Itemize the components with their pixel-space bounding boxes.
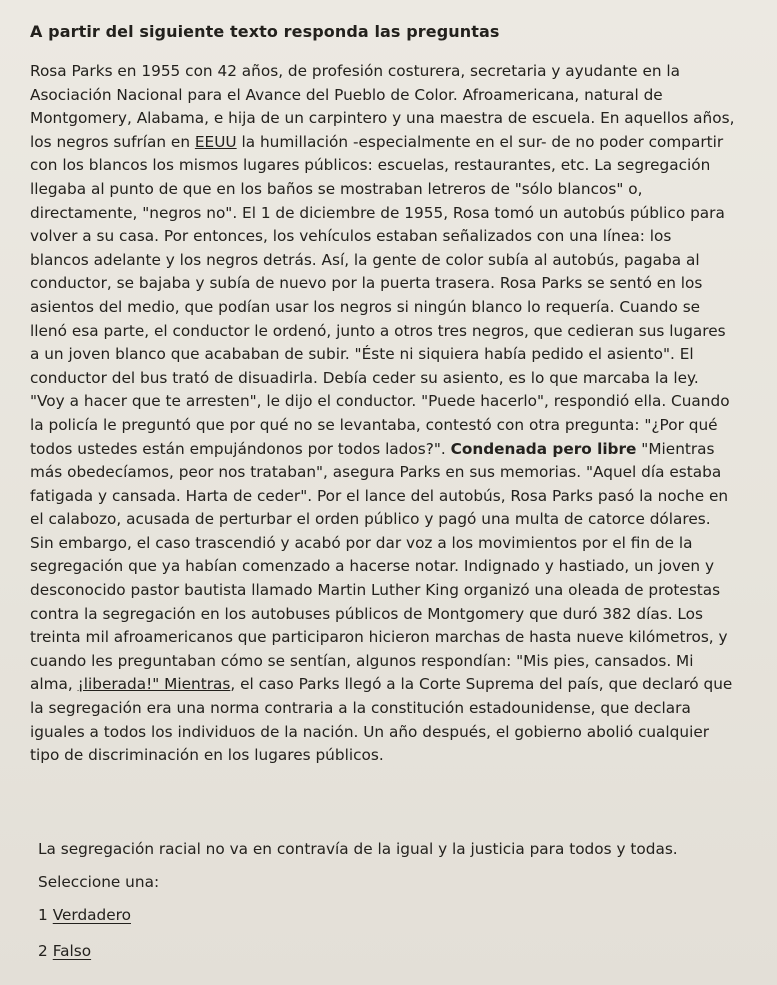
passage-text: alma, bbox=[30, 675, 78, 694]
passage-text: , el caso Parks llegó a la Corte Suprema del país, que declaró que bbox=[230, 675, 733, 694]
question-statement: La segregación racial no va en contravía de la igual y la justicia para todos y todas. bbox=[38, 840, 678, 858]
passage-line: desconocido pastor bautista llamado Martin Luther King organizó una oleada de protestas bbox=[30, 581, 721, 600]
passage-text: la humillación -especialmente en el sur- de no poder compartir bbox=[236, 132, 724, 151]
passage-line: más obedecíamos, peor nos trataban", asegura Parks en sus memorias. "Aquel día estaba bbox=[30, 463, 722, 482]
passage-line: segregación que ya habían comenzado a hacerse notar. Indignado y hastiado, un joven y bbox=[30, 557, 715, 576]
passage-line bbox=[30, 673, 765, 697]
passage-line: llenó esa parte, el conductor le ordenó, junto a otros tres negros, que cedieran sus lugares bbox=[30, 321, 726, 340]
passage-line: con los blancos los mismos lugares públicos: escuelas, restaurantes, etc. La segregación bbox=[30, 156, 711, 175]
passage-line: conductor del bus trató de disuadirla. Debía ceder su asiento, es lo que marcaba la ley. bbox=[30, 368, 699, 387]
passage-line bbox=[30, 131, 765, 155]
passage-text: "Mientras bbox=[636, 439, 715, 458]
passage-line: Sin embargo, el caso trascendió y acabó por dar voz a los movimientos por el fin de la bbox=[30, 533, 693, 552]
passage-line: tipo de discriminación en los lugares públicos. bbox=[30, 746, 384, 765]
option-label: Verdadero bbox=[52, 906, 131, 924]
passage-text: los negros sufrían en bbox=[30, 132, 195, 151]
passage-line: volver a su casa. Por entonces, los vehículos estaban señalizados con una línea: los bbox=[30, 227, 672, 246]
passage-line: directamente, "negros no". El 1 de diciembre de 1955, Rosa tomó un autobús público para bbox=[30, 203, 725, 222]
option-falso[interactable] bbox=[38, 942, 91, 960]
passage-line: el calabozo, acusada de perturbar el orden público y pagó una multa de catorce dólares. bbox=[30, 510, 711, 529]
section-subtitle: Condenada pero libre bbox=[450, 439, 637, 458]
underlined-phrase: ¡liberada!" Mientras bbox=[77, 675, 231, 694]
passage-line: iguales a todos los individuos de la nación. Un año después, el gobierno abolió cualquier bbox=[30, 722, 710, 741]
passage-line: fatigada y cansada. Harta de ceder". Por el lance del autobús, Rosa Parks pasó la noche en bbox=[30, 486, 729, 505]
reading-passage bbox=[30, 60, 765, 768]
passage-line: la segregación era una norma contraria a la constitución estadounidense, que declara bbox=[30, 699, 691, 718]
passage-line: a un joven blanco que acababan de subir. "Éste ni siquiera había pedido el asiento". El bbox=[30, 345, 694, 364]
select-one-label: Seleccione una: bbox=[38, 873, 160, 891]
instruction-heading: A partir del siguiente texto responda las preguntas bbox=[30, 22, 500, 41]
passage-line: Montgomery, Alabama, e hija de un carpintero y una maestra de escuela. En aquellos años, bbox=[30, 109, 735, 128]
passage-line: llegaba al punto de que en los baños se mostraban letreros de "sólo blancos" o, bbox=[30, 179, 643, 198]
passage-line bbox=[30, 438, 765, 462]
option-number: 1 bbox=[38, 906, 48, 924]
passage-line: conductor, se bajaba y subía de nuevo por la puerta trasera. Rosa Parks se sentó en los bbox=[30, 274, 703, 293]
passage-text: todos ustedes están empujándonos por todos lados?". bbox=[30, 439, 451, 458]
passage-line: "Voy a hacer que te arresten", le dijo el conductor. "Puede hacerlo", respondió ella. Cuando bbox=[30, 392, 730, 411]
passage-line: cuando les preguntaban cómo se sentían, algunos respondían: "Mis pies, cansados. Mi bbox=[30, 651, 694, 670]
passage-line: treinta mil afroamericanos que participaron hicieron marchas de hasta nueve kilómetros, y bbox=[30, 628, 728, 647]
option-number: 2 bbox=[38, 942, 48, 960]
passage-line: Asociación Nacional para el Avance del Pueblo de Color. Afroamericana, natural de bbox=[30, 85, 663, 104]
abbreviation-eeuu: EEUU bbox=[194, 132, 237, 151]
passage-line: la policía le preguntó que por qué no se levantaba, contestó con otra pregunta: "¿Por qué bbox=[30, 415, 718, 434]
passage-line: blancos adelante y los negros detrás. Así, la gente de color subía al autobús, pagaba al bbox=[30, 250, 700, 269]
option-verdadero[interactable] bbox=[38, 906, 131, 924]
passage-line: asientos del medio, que podían usar los negros si ningún blanco lo requería. Cuando se bbox=[30, 297, 701, 316]
passage-line: Rosa Parks en 1955 con 42 años, de profesión costurera, secretaria y ayudante en la bbox=[30, 62, 681, 80]
option-label: Falso bbox=[52, 942, 92, 960]
passage-line: contra la segregación en los autobuses públicos de Montgomery que duró 382 días. Los bbox=[30, 604, 704, 623]
